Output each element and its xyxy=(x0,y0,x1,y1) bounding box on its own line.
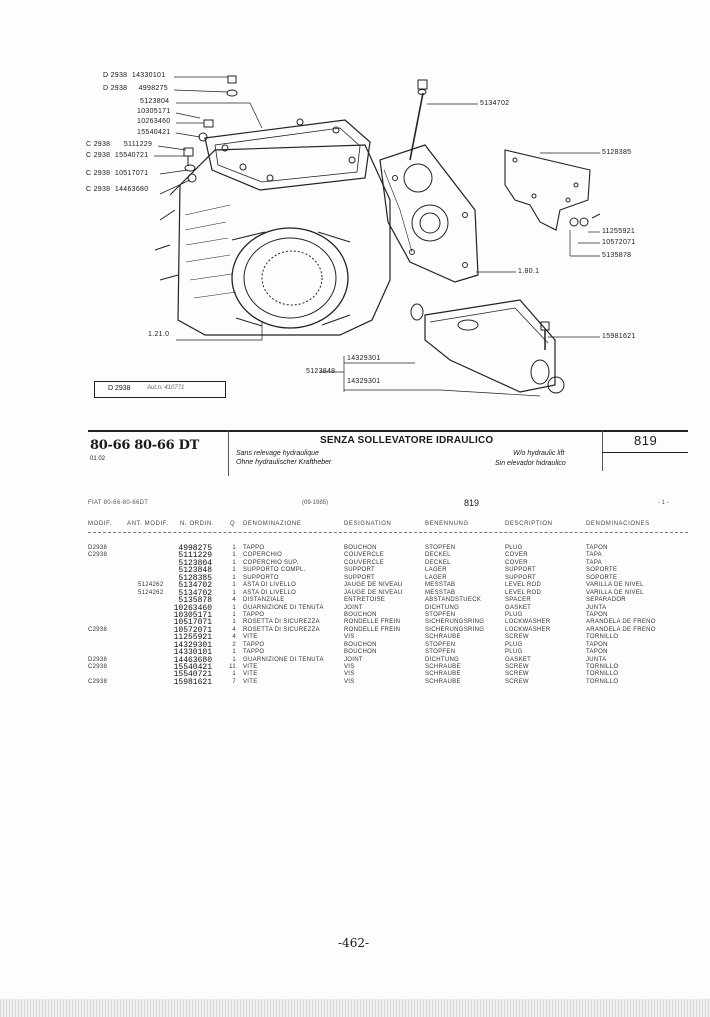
model-name: 80-66 80-66 DT xyxy=(90,438,199,453)
table-cell: ARANDELA DE FRENO xyxy=(586,619,656,626)
title-english: W/o hydraulic lift xyxy=(513,450,565,457)
ref-box-code: D 2938 xyxy=(108,385,131,392)
table-cell: 10263460 xyxy=(173,603,212,613)
table-cell: 1 xyxy=(232,582,236,589)
table-cell: SICHERUNGSRING xyxy=(425,619,485,626)
callout-14329301-a: 14329301 xyxy=(347,355,381,362)
table-cell: TAPON xyxy=(586,641,608,648)
table-cell xyxy=(88,567,124,574)
table-cell: SPACER xyxy=(505,597,532,604)
title-german: Ohne hydraulischer Kraftheber xyxy=(236,459,332,466)
table-cell: 1 xyxy=(232,574,236,581)
table-cell xyxy=(138,686,178,693)
table-cell xyxy=(88,612,124,619)
callout-prefix: D 2938 xyxy=(103,72,128,79)
table-cell xyxy=(88,560,124,567)
table-cell: 5134702 xyxy=(178,588,212,598)
table-cell: JUNTA xyxy=(586,604,607,611)
table-cell: VITE xyxy=(243,664,258,670)
table-cell: VITE xyxy=(243,634,258,641)
table-cell: JOINT xyxy=(344,604,363,611)
table-cell: C2938 xyxy=(88,626,108,633)
callout-11255921: 11255921 xyxy=(602,228,636,235)
table-cell: 4 xyxy=(232,597,236,604)
table-cell: 1 xyxy=(232,604,236,611)
table-cell: TORNILLO xyxy=(586,678,619,685)
column-quantity xyxy=(226,545,236,686)
column-italian xyxy=(243,545,339,686)
header-denominaciones: DENOMINACIONES xyxy=(586,521,650,527)
table-cell: STOPFEN xyxy=(425,649,456,656)
header-denominazione: DENOMINAZIONE xyxy=(243,521,302,527)
callout-1-21-0: 1.21.0 xyxy=(148,331,170,338)
table-cell: 14329301 xyxy=(173,640,212,650)
table-cell: SCREW xyxy=(505,678,529,685)
table-cell: TORNILLO xyxy=(586,664,619,670)
table-cell: SOPORTE xyxy=(586,567,618,574)
table-cell: C2938 xyxy=(88,678,108,685)
table-cell: SUPPORT xyxy=(505,574,536,581)
table-cell: TAPA xyxy=(586,552,602,559)
table-cell: 1 xyxy=(232,619,236,626)
table-cell: PLUG xyxy=(505,545,523,551)
header-designation: DESIGNATION xyxy=(344,521,392,527)
table-cell: 1 xyxy=(232,649,236,656)
table-cell: LOCKWASHER xyxy=(505,619,551,626)
table-cell: ROSETTA DI SICUREZZA xyxy=(243,619,320,626)
table-cell: BOUCHON xyxy=(344,545,377,551)
table-cell: TORNILLO xyxy=(586,634,619,641)
table-cell: SCREW xyxy=(505,664,529,670)
table-cell: 5123804 xyxy=(178,558,212,568)
header-n-ordin: N. ORDIN. xyxy=(180,521,215,527)
table-cell: 10572071 xyxy=(173,625,212,635)
callout-15981621: 15981621 xyxy=(602,333,636,340)
table-cell xyxy=(88,575,124,582)
callout-part: 14330101 xyxy=(131,72,166,79)
table-cell: 11255921 xyxy=(173,633,212,643)
callout-part: 15540721 xyxy=(114,152,149,159)
table-cell: STOPFEN xyxy=(425,641,456,648)
footer-page-number: -462- xyxy=(338,936,370,950)
table-cell: 5123848 xyxy=(178,566,212,576)
table-cell: 1 xyxy=(232,589,236,596)
table-cell: SEPARADOR xyxy=(586,597,626,604)
table-cell: ROSETTA DI SICUREZZA xyxy=(243,626,320,633)
table-cell: SCHRAUBE xyxy=(425,634,461,641)
column-english xyxy=(505,545,583,686)
table-cell: 2 xyxy=(232,641,236,648)
table-cell: VIS xyxy=(344,664,355,670)
table-cell: SCREW xyxy=(505,671,529,678)
table-cell: SICHERUNGSRING xyxy=(425,626,485,633)
table-cell: 1 xyxy=(232,545,236,551)
table-cell xyxy=(88,582,124,589)
table-cell: TAPPO xyxy=(243,649,265,656)
table-cell: SUPPORT xyxy=(344,567,375,574)
table-cell: LAGER xyxy=(425,567,447,574)
table-cell: 5124262 xyxy=(138,589,164,596)
table-cell: SCREW xyxy=(505,634,529,641)
table-cell: SCHRAUBE xyxy=(425,671,461,678)
table-cell: VITE xyxy=(243,678,258,685)
table-cell: JAUGE DE NIVEAU xyxy=(344,589,403,596)
table-cell: 10305171 xyxy=(173,610,212,620)
table-cell: COUVERCLE xyxy=(344,559,385,566)
table-cell: 10517071 xyxy=(173,618,212,628)
table-cell: ASTA DI LIVELLO xyxy=(243,582,297,589)
table-cell: DECKEL xyxy=(425,552,451,559)
table-cell: LEVEL ROD xyxy=(505,582,542,589)
table-cell: COPERCHIO xyxy=(243,552,283,559)
table-cell: SUPPORT xyxy=(344,574,375,581)
table-cell xyxy=(88,634,124,641)
title-spanish: Sin elevador hidraulico xyxy=(495,460,566,467)
callout-part: 10263460 xyxy=(137,118,171,125)
table-cell: DISTANZIALE xyxy=(243,597,285,604)
table-cell: GASKET xyxy=(505,604,532,611)
table-cell: TAPPO xyxy=(243,545,265,551)
column-modif xyxy=(88,545,124,694)
table-cell: PLUG xyxy=(505,649,523,656)
table-cell xyxy=(88,671,124,678)
table-cell: 5128385 xyxy=(178,573,212,583)
table-cell: LAGER xyxy=(425,574,447,581)
table-cell: LEVEL ROD xyxy=(505,589,542,596)
table-cell: C2938 xyxy=(88,552,108,559)
ref-model: FIAT 80-66-80-66DT xyxy=(88,500,149,506)
callout-part: 4998275 xyxy=(138,85,168,92)
table-cell: VIS xyxy=(344,634,355,641)
model-sub: 01 02 xyxy=(90,456,106,462)
header-qty: Q xyxy=(230,521,236,527)
table-cell: D2938 xyxy=(88,656,108,663)
table-cell: ABSTANDSTUECK xyxy=(425,597,482,604)
table-cell: DICHTUNG xyxy=(425,656,460,663)
column-spanish xyxy=(586,545,686,686)
table-cell xyxy=(88,597,124,604)
table-cell: SUPPORTO COMPL. xyxy=(243,567,306,574)
table-cell: 1 xyxy=(232,552,236,559)
header-ant-modif: ANT. MODIF. xyxy=(127,521,169,527)
column-part-number xyxy=(160,545,212,686)
table-cell: 14330101 xyxy=(173,648,212,658)
table-cell: VIS xyxy=(344,671,355,678)
ref-dash: - 1 - xyxy=(658,500,669,506)
table-cell: VARILLA DE NIVEL xyxy=(586,589,644,596)
table-cell: ENTRETOISE xyxy=(344,597,386,604)
table-cell: BOUCHON xyxy=(344,641,377,648)
table-cell: TAPON xyxy=(586,649,608,656)
table-cell: GASKET xyxy=(505,656,532,663)
table-cell: PLUG xyxy=(505,641,523,648)
table-cell: JUNTA xyxy=(586,656,607,663)
table-cell: 15981621 xyxy=(173,677,212,687)
table-cell: DICHTUNG xyxy=(425,604,460,611)
table-cell: VIS xyxy=(344,678,355,685)
table-cell: ASTA DI LIVELLO xyxy=(243,589,297,596)
table-cell: 5134702 xyxy=(178,581,212,591)
callout-5128385: 5128385 xyxy=(602,149,632,156)
table-cell: 15540421 xyxy=(173,663,212,672)
table-cell: 5111229 xyxy=(178,551,212,561)
table-cell: TAPON xyxy=(586,545,608,551)
table-cell: MESSTAB xyxy=(425,582,456,589)
table-cell xyxy=(88,686,124,693)
table-cell: 4 xyxy=(232,634,236,641)
table-cell: 7 xyxy=(232,678,236,685)
table-cell: SCHRAUBE xyxy=(425,664,461,670)
table-cell: COVER xyxy=(505,552,528,559)
table-cell: COUVERCLE xyxy=(344,552,385,559)
table-cell: DECKEL xyxy=(425,559,451,566)
column-french xyxy=(344,545,422,686)
ref-code: 819 xyxy=(464,498,480,508)
table-cell: STOPFEN xyxy=(425,611,456,618)
callout-part: 14463680 xyxy=(114,186,149,193)
table-cell: COPERCHIO SUP. xyxy=(243,559,299,566)
table-cell: JAUGE DE NIVEAU xyxy=(344,582,403,589)
table-cell: 11 xyxy=(229,664,236,670)
callout-part: 15540421 xyxy=(137,129,171,136)
callout-14329301-b: 14329301 xyxy=(347,378,381,385)
table-cell: GUARNIZIONE DI TENUTA xyxy=(243,604,324,611)
table-cell xyxy=(88,605,124,612)
callout-prefix: C 2938 xyxy=(86,152,111,159)
table-cell: 14463680 xyxy=(173,655,212,665)
title-french: Sans relevage hydraulique xyxy=(236,450,319,457)
table-cell: TORNILLO xyxy=(586,671,619,678)
table-cell xyxy=(88,649,124,656)
callout-prefix: C 2938 xyxy=(86,170,111,177)
table-cell xyxy=(88,619,124,626)
ref-box-text: Aut.n. 410771 xyxy=(147,385,185,391)
table-cell: GUARNIZIONE DI TENUTA xyxy=(243,656,324,663)
table-cell: D2938 xyxy=(88,545,108,551)
table-cell: 1 xyxy=(232,671,236,678)
callout-prefix: D 2938 xyxy=(103,85,128,92)
callout-5135878: 5135878 xyxy=(602,252,632,259)
table-cell: 1 xyxy=(232,611,236,618)
ref-date: (09-1985) xyxy=(302,500,329,506)
table-cell: LOCKWASHER xyxy=(505,626,551,633)
table-cell: SUPPORTO xyxy=(243,574,279,581)
table-cell: BOUCHON xyxy=(344,611,377,618)
scan-edge-band xyxy=(0,999,710,1017)
table-cell: PLUG xyxy=(505,611,523,618)
table-header-rule xyxy=(88,532,688,533)
header-benennung: BENENNUNG xyxy=(425,521,469,527)
table-cell: TAPPO xyxy=(243,641,265,648)
table-cell: 15540721 xyxy=(173,670,212,680)
table-cell: SOPORTE xyxy=(586,574,618,581)
table-cell: 1 xyxy=(232,656,236,663)
table-cell: 4998275 xyxy=(178,544,212,553)
callout-5134702: 5134702 xyxy=(480,100,510,107)
callout-1-80-1: 1.80.1 xyxy=(518,268,540,275)
table-cell xyxy=(88,590,124,597)
callout-part: 5111229 xyxy=(123,141,153,148)
table-cell: SCHRAUBE xyxy=(425,678,461,685)
callout-part: 5123804 xyxy=(140,98,170,105)
table-cell xyxy=(88,642,124,649)
table-cell: 1 xyxy=(232,559,236,566)
table-cell: BOUCHON xyxy=(344,649,377,656)
table-cell: 4 xyxy=(232,626,236,633)
column-german xyxy=(425,545,503,686)
callout-part: 10517071 xyxy=(114,170,149,177)
table-cell: RONDELLE FREIN xyxy=(344,626,401,633)
section-title: SENZA SOLLEVATORE IDRAULICO xyxy=(320,435,494,446)
header-modif: MODIF. xyxy=(88,521,112,527)
table-cell: TAPON xyxy=(586,611,608,618)
header-description: DESCRIPTION xyxy=(505,521,553,527)
callout-prefix: C 2938 xyxy=(86,186,111,193)
callout-10572071: 10572071 xyxy=(602,239,636,246)
callout-5123848: 5123848 xyxy=(306,368,336,375)
table-cell: RONDELLE FREIN xyxy=(344,619,401,626)
table-cell: 1 xyxy=(232,567,236,574)
table-cell: TAPPO xyxy=(243,611,265,618)
table-cell: TAPA xyxy=(586,559,602,566)
table-cell: ARANDELA DE FRENO xyxy=(586,626,656,633)
table-cell: VARILLA DE NIVEL xyxy=(586,582,644,589)
callout-prefix: C 2938 xyxy=(86,141,111,148)
table-cell: STOPFEN xyxy=(425,545,456,551)
table-cell: VITE xyxy=(243,671,258,678)
table-cell: 5135878 xyxy=(178,596,212,606)
table-cell: 5124262 xyxy=(138,582,164,589)
table-cell: C2938 xyxy=(88,664,108,670)
page-number-box: 819 xyxy=(634,433,658,448)
callout-part: 10305171 xyxy=(137,108,171,115)
table-cell: SUPPORT xyxy=(505,567,536,574)
table-cell: JOINT xyxy=(344,656,363,663)
table-cell: MESSTAB xyxy=(425,589,456,596)
table-cell: COVER xyxy=(505,559,528,566)
